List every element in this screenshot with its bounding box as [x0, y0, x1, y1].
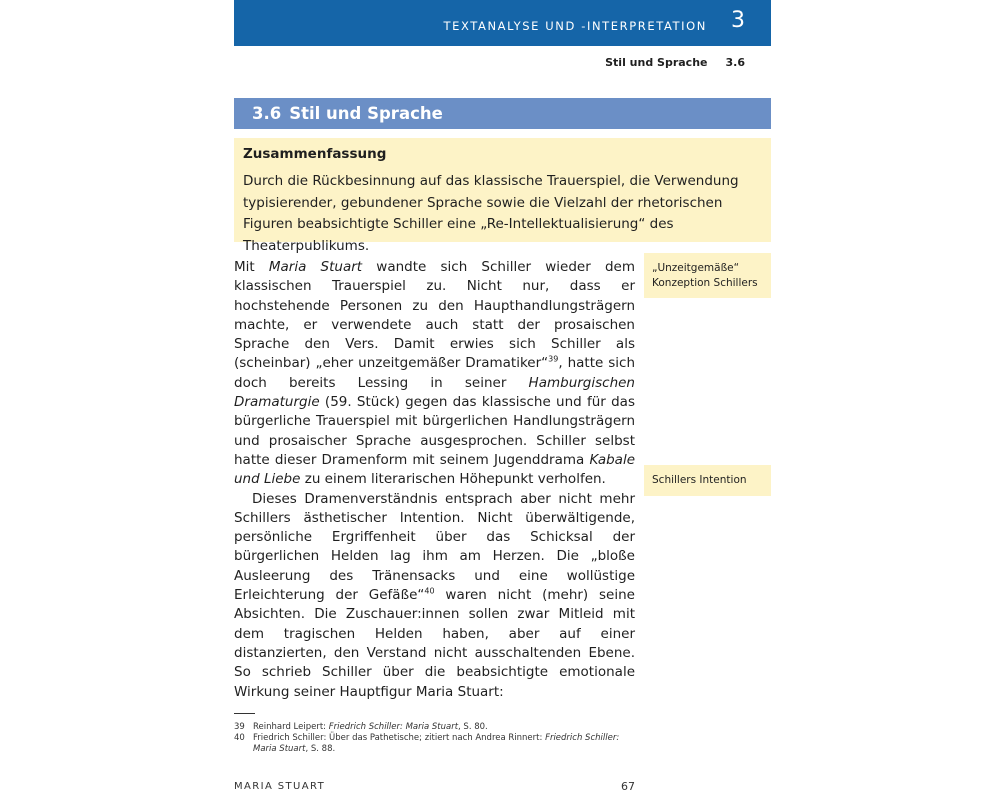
chapter-title: TEXTANALYSE UND -INTERPRETATION: [443, 19, 707, 33]
italic-title: Hamburgischen Dramaturgie: [234, 374, 635, 411]
text-run: wandte sich Schiller wieder dem klassischen Trauerspiel zu. Nicht nur, dass er hochstehende Personen zu den Haupthandlungsträgern machte, er verwendete auch statt der prosaischen Sprache den Vers. Damit erwies sich Schiller als (scheinbar) „eher unzeitgemäßer Dramatiker“: [234, 259, 635, 372]
section-title: Stil und Sprache: [289, 104, 443, 123]
chapter-number: 3: [731, 8, 745, 33]
chapter-header-band: [234, 0, 771, 46]
footnote-40: [234, 733, 634, 755]
footnote-number: 40: [234, 733, 245, 743]
italic-title: Maria Stuart: [268, 259, 363, 275]
footnote-italic: Friedrich Schiller: Maria Stuart: [253, 733, 620, 754]
footnote-italic: Friedrich Schiller: Maria Stuart: [328, 722, 459, 732]
summary-heading: Zusammenfassung: [243, 146, 387, 162]
footnote-text: , S. 88.: [305, 744, 336, 754]
running-head: [605, 56, 745, 69]
running-head-title: Stil und Sprache: [605, 56, 708, 69]
italic-title: Kabale und Liebe: [234, 451, 635, 488]
text-run: , hatte sich doch bereits Lessing in seiner: [234, 355, 635, 391]
text-run: waren nicht (mehr) seine Absichten. Die Zuschauer:innen sollen zwar Mitleid mit dem tragischen Helden haben, aber auf einer distanzierten, den Verstand nicht ausschaltenden Ebene. So schrieb Schiller über die beabsichtigte emotionale Wirkung seiner Hauptfigur Maria Stuart:: [234, 587, 635, 700]
section-heading-bar: [234, 98, 771, 129]
footer-book-title: MARIA STUART: [234, 781, 326, 792]
footnote-text: , S. 80.: [458, 722, 488, 732]
footnotes: [234, 722, 634, 755]
paragraph-2: [234, 490, 635, 702]
running-head-number: 3.6: [725, 56, 745, 69]
margin-note-konzeption: „Unzeitgemäße“ Konzeption Schillers: [644, 253, 771, 298]
body-text: [234, 258, 635, 702]
paragraph-1: [234, 258, 635, 490]
footnote-ref: 39: [548, 354, 559, 364]
footnote-text: Friedrich Schiller: Über das Pathetische; zitiert nach Andrea Rinnert:: [253, 733, 546, 743]
summary-box: [234, 138, 771, 254]
footnote-divider: [234, 713, 255, 714]
footnote-39: [234, 722, 634, 733]
page-number: 67: [621, 780, 635, 793]
margin-note-intention: Schillers Intention: [644, 465, 771, 496]
text-run: Dieses Dramenverständnis entsprach aber nicht mehr Schillers ästhetischer Intention. Nicht überwältigende, persönliche Ergriffenheit über das Schicksal der bürgerlichen Helden lag ihm am Herzen. Die „bloße Ausleerung des Tränensacks und eine wollüstige Erleichterung der Gefäße“: [234, 490, 635, 604]
text-run: (59. Stück) gegen das klassische und für das bürgerliche Trauerspiel mit bürgerlichen Handlungsträgern und prosaischer Sprache ausgesprochen. Schiller selbst hatte dieser Dramenform mit seinem Jugenddrama: [234, 394, 635, 468]
footnote-text: Reinhard Leipert:: [253, 722, 329, 732]
footnote-ref: 40: [424, 586, 435, 596]
footnote-number: 39: [234, 722, 245, 732]
text-run: Mit: [234, 259, 269, 275]
text-run: zu einem literarischen Höhepunkt verholfen.: [300, 471, 606, 488]
section-number: 3.6: [252, 104, 282, 123]
section-heading: [252, 104, 443, 123]
summary-text: Durch die Rückbesinnung auf das klassische Trauerspiel, die Verwendung typisierender, gebundener Sprache sowie die Vielzahl der rhetorischen Figuren beabsichtigte Schiller eine „Re-Intellektualisierung“ des Theaterpublikums.: [243, 173, 739, 254]
